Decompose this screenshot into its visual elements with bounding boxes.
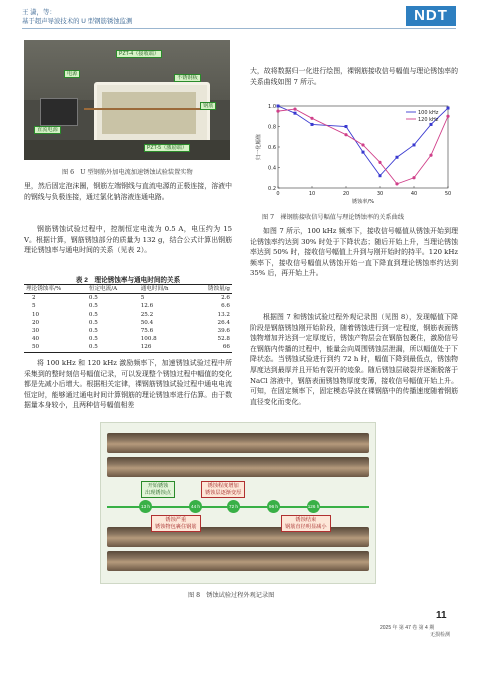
x-tick-label: 0 bbox=[276, 191, 280, 197]
right-paragraph-3: 根据图 7 和锈蚀试验过程外观记录图（见图 8），发现幅值下降阶段是钢筋锈蚀刚开始阶段，随着锈蚀进行到一定程度，钢筋表面锈蚀物增加并达到一定厚度后，锈蚀产物层会在钢筋包裹住，激励信号在钢筋内传播的过程中，能量会向周围锈蚀层泄漏，所以幅值处于下降状态。当锈蚀试验进行到约 72 h 时，幅值下降到最低点，锈蚀物厚度达到最厚并且开始有裂开的迹象。随后锈蚀层破裂并逐渐脱落于 NaCl 溶液中，钢筋表面锈蚀物厚度变薄，接收信号幅值开始上升。可知，在固定频率下，固定模态导波在裸钢筋中的传播速度随着钢筋直径变化而变化。 bbox=[250, 313, 458, 406]
left-paragraph-3: 将 100 kHz 和 120 kHz 激励频率下，加速锈蚀试验过程中所采集到的整时刻信号幅值记录，可以发现整个锈蚀过程中幅值的变化都是先减小后增大。根据相关定律，裸钢筋锈蚀试验过程中通电电流恒定时，能够通过通电时间计算钢筋的理论锈蚀率进行估算。由于数据量本身较小，且两种信号幅值相差 bbox=[24, 359, 232, 410]
table-cell: 5 bbox=[32, 303, 36, 310]
journal-name: 无损检测 bbox=[430, 632, 451, 638]
fig8-label-severe: 锈蚀严重 锈蚀物包裹住钢筋 bbox=[151, 515, 201, 532]
page-number: 11 bbox=[436, 610, 447, 621]
fig6-label-pzt5: PZT-5（激励端） bbox=[144, 144, 190, 152]
journal-issue: 2025 年 第 47 卷 第 4 期 bbox=[380, 625, 435, 631]
table-row bbox=[24, 343, 232, 351]
x-axis-label: 锈蚀率/% bbox=[351, 199, 375, 205]
data-point bbox=[361, 143, 364, 146]
chart-svg bbox=[252, 100, 457, 208]
table-cell: 5 bbox=[140, 295, 145, 302]
left-paragraph-2: 钢筋锈蚀试验过程中，控制恒定电流为 0.5 A，电压约为 15 V。根据计算，钢筋锈蚀部分的质量为 132 g，结合公式计算出钢筋理论锈蚀率与通电时间的关系（见表 2）。 bbox=[24, 225, 232, 255]
running-header bbox=[22, 8, 132, 26]
table-cell: 40 bbox=[32, 336, 40, 343]
data-point bbox=[378, 161, 381, 164]
fig6-label-rebar: 钢筋 bbox=[200, 102, 216, 110]
figure-6-photo bbox=[24, 40, 230, 160]
table-cell: 52.8 bbox=[217, 336, 230, 343]
x-tick-label: 10 bbox=[308, 191, 316, 197]
fig6-label-steel-plate: 不锈钢板 bbox=[174, 74, 201, 82]
data-point bbox=[277, 105, 280, 108]
rebar-strip bbox=[107, 457, 369, 477]
data-point bbox=[344, 133, 347, 136]
table-row bbox=[24, 302, 232, 310]
x-tick-label: 20 bbox=[342, 191, 350, 197]
fig8-label-end: 锈蚀结束 钢筋直径明显减小 bbox=[281, 515, 331, 532]
fig6-label-pzt4: PZT-4（接收端） bbox=[116, 50, 162, 58]
table-cell: 30 bbox=[32, 328, 40, 335]
table-cell: 25.2 bbox=[140, 311, 154, 318]
data-point bbox=[412, 176, 415, 179]
table-cell: 0.5 bbox=[88, 319, 98, 326]
table-cell: 6.6 bbox=[221, 303, 230, 310]
header-rule bbox=[22, 28, 456, 29]
figure-8-caption: 图 8 锈蚀试验过程外观记录图 bbox=[188, 592, 275, 599]
data-point bbox=[396, 156, 399, 159]
data-point bbox=[310, 117, 313, 120]
table-cell: 26.4 bbox=[217, 319, 230, 326]
data-point bbox=[413, 143, 416, 146]
table-header: 锈蚀量/g bbox=[190, 285, 232, 294]
table-cell: 66 bbox=[222, 344, 230, 351]
table-cell: 2.6 bbox=[221, 295, 230, 302]
left-paragraph-1: 里，然后固定泡沫圈，钢筋左端钢线与直流电源的正极连接，溶液中的钢线与负极连接，通过氯化钠溶液连通电路。 bbox=[24, 182, 232, 201]
data-point bbox=[294, 112, 297, 115]
table-row bbox=[24, 335, 232, 343]
header-title: 基于超声导波技术的 U 型钢筋锈蚀监测 bbox=[22, 18, 133, 25]
table-header: 恒定电流/A bbox=[87, 285, 139, 294]
table-cell: 50 bbox=[32, 344, 40, 351]
data-point bbox=[447, 107, 450, 110]
timeline-point: 44 h bbox=[189, 500, 202, 513]
figure-7-caption: 图 7 裸钢筋接收信号幅值与理论锈蚀率的关系曲线 bbox=[262, 214, 405, 221]
data-point bbox=[446, 115, 449, 118]
timeline-point: 72 h bbox=[227, 500, 240, 513]
timeline-point: 126 h bbox=[307, 500, 320, 513]
data-point bbox=[293, 107, 296, 110]
right-paragraph-1: 大，故将数据归一化进行绘图，裸钢筋接收信号幅值与理论锈蚀率的关系曲线如图 7 所示。 bbox=[250, 67, 458, 86]
table-header: 理论锈蚀率/% bbox=[24, 285, 87, 294]
table-cell: 100.8 bbox=[140, 336, 157, 343]
table-header: 通电时间/h bbox=[139, 285, 190, 294]
fig8-label-thicker: 锈蚀程度增加 锈蚀层逐渐变厚 bbox=[201, 481, 245, 498]
x-tick-label: 40 bbox=[410, 191, 418, 197]
fig8-label-start: 开始锈蚀 出现锈蚀点 bbox=[141, 481, 175, 498]
table-cell: 0.5 bbox=[88, 328, 98, 335]
table-cell: 2 bbox=[32, 295, 36, 302]
data-point bbox=[362, 151, 365, 154]
x-tick-label: 30 bbox=[376, 191, 384, 197]
rebar-strip bbox=[107, 551, 369, 571]
rebar-strip bbox=[107, 433, 369, 453]
table-cell: 126 bbox=[140, 344, 152, 351]
table-cell: 10 bbox=[32, 311, 40, 318]
table-row bbox=[24, 327, 232, 335]
figure-8-photo bbox=[100, 422, 376, 584]
legend-label: 100 kHz bbox=[418, 109, 439, 116]
data-point bbox=[395, 182, 398, 185]
data-point bbox=[345, 125, 348, 128]
table-2-title: 表 2 理论锈蚀率与通电时间的关系 bbox=[75, 277, 181, 284]
figure-6-caption: 图 6 U 型钢筋外加电流加速锈蚀试验装置实物 bbox=[62, 169, 193, 176]
figure-7-chart bbox=[252, 100, 457, 208]
legend-label: 120 kHz bbox=[418, 116, 439, 123]
data-point bbox=[429, 154, 432, 157]
fig6-label-dc-power: 直流电源 bbox=[34, 126, 61, 134]
y-tick-label: 0.8 bbox=[268, 124, 276, 131]
table-cell: 50.4 bbox=[140, 319, 154, 326]
header-authors: 王 潇，等： bbox=[22, 9, 56, 16]
data-point bbox=[276, 110, 279, 113]
y-tick-label: 0.2 bbox=[268, 185, 276, 192]
timeline-point: 13 h bbox=[139, 500, 152, 513]
table-cell: 39.6 bbox=[217, 328, 230, 335]
table-cell: 0.5 bbox=[88, 336, 98, 343]
y-tick-label: 1.0 bbox=[268, 103, 276, 110]
data-point bbox=[379, 174, 382, 177]
data-point bbox=[430, 123, 433, 126]
table-cell: 12.6 bbox=[140, 303, 154, 310]
table-row bbox=[24, 311, 232, 319]
table-2 bbox=[24, 284, 232, 353]
timeline-point: 96 h bbox=[267, 500, 280, 513]
table-cell: 75.6 bbox=[140, 328, 154, 335]
table-cell: 20 bbox=[32, 319, 40, 326]
ndt-logo: NDT bbox=[406, 6, 456, 26]
y-axis-label: 归一化幅值 bbox=[256, 134, 262, 160]
table-row bbox=[24, 294, 232, 303]
table-cell: 13.2 bbox=[217, 311, 230, 318]
table-cell: 0.5 bbox=[88, 344, 98, 351]
x-tick-label: 50 bbox=[444, 191, 452, 197]
right-paragraph-2: 如图 7 所示，100 kHz 频率下，接收信号幅值从锈蚀开始到理论锈蚀率约达到 30% 时处于下降状态；随后开始上升，当理论锈蚀率达到 50% 时，接收信号幅值上升到与刚开始时的持平。120 kHz 频率下，接收信号幅值从锈蚀开始一直下降直到理论锈蚀率约达到 35% 后，再开始上升。 bbox=[250, 227, 458, 278]
table-cell: 0.5 bbox=[88, 311, 98, 318]
table-cell: 0.5 bbox=[88, 295, 98, 302]
y-tick-label: 0.4 bbox=[268, 165, 276, 172]
y-tick-label: 0.6 bbox=[268, 144, 276, 151]
table-cell: 0.5 bbox=[88, 303, 98, 310]
fig6-label-power: 电源 bbox=[64, 70, 80, 78]
data-point bbox=[311, 123, 314, 126]
table-row bbox=[24, 319, 232, 327]
